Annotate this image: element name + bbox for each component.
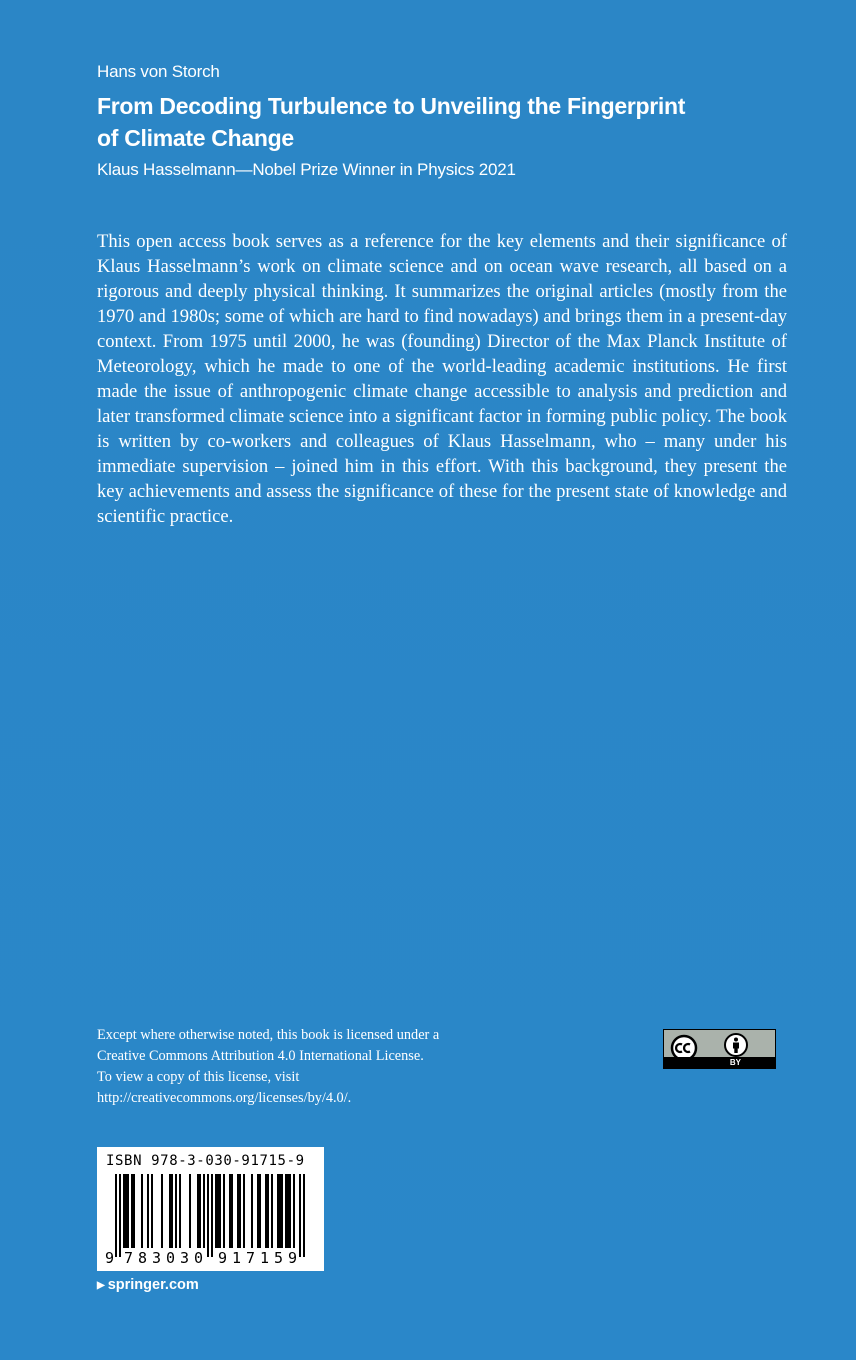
barcode-bar <box>279 1174 281 1248</box>
barcode-bar <box>289 1174 291 1248</box>
isbn-text: ISBN 978-3-030-91715-9 <box>106 1153 305 1169</box>
barcode-digit: 7 <box>246 1249 256 1267</box>
barcode-digit: 9 <box>105 1249 115 1267</box>
barcode-bar <box>219 1174 221 1248</box>
barcode-bar <box>151 1174 153 1248</box>
barcode-bar <box>217 1174 219 1248</box>
isbn-barcode <box>97 1147 324 1271</box>
barcode-digit: 0 <box>194 1249 204 1267</box>
author-name: Hans von Storch <box>97 62 220 81</box>
barcode-bar <box>293 1174 295 1248</box>
cc-by-label: BY <box>729 1058 741 1067</box>
cc-by-badge[interactable] <box>663 1029 776 1069</box>
book-title-line-2: of Climate Change <box>97 125 294 151</box>
barcode-bar <box>267 1174 269 1248</box>
barcode-bar <box>207 1174 209 1257</box>
barcode-bar <box>123 1174 125 1248</box>
barcode-bar <box>125 1174 127 1248</box>
barcode-bar <box>197 1174 199 1248</box>
barcode-bar <box>133 1174 135 1248</box>
barcode-digit: 8 <box>138 1249 148 1267</box>
barcode-bar <box>229 1174 231 1248</box>
barcode-bar <box>237 1174 239 1248</box>
barcode-bar <box>119 1174 121 1257</box>
barcode-bar <box>161 1174 163 1248</box>
book-title <box>97 90 737 154</box>
barcode-bar <box>231 1174 233 1248</box>
barcode-digit: 3 <box>180 1249 190 1267</box>
barcode-digit: 7 <box>124 1249 134 1267</box>
barcode-graphic <box>97 1147 324 1271</box>
person-icon <box>725 1034 747 1056</box>
license-line-1: Except where otherwise noted, this book is licensed under a <box>97 1027 440 1043</box>
barcode-digit: 1 <box>232 1249 242 1267</box>
barcode-bar <box>203 1174 205 1248</box>
barcode-digit: 5 <box>274 1249 284 1267</box>
barcode-bar <box>141 1174 143 1248</box>
barcode-bar <box>259 1174 261 1248</box>
barcode-bar <box>271 1174 273 1248</box>
barcode-bar <box>281 1174 283 1248</box>
barcode-digit: 3 <box>152 1249 162 1267</box>
barcode-bar <box>257 1174 259 1248</box>
barcode-bar <box>285 1174 287 1248</box>
barcode-bar <box>239 1174 241 1248</box>
license-notice <box>97 1025 517 1109</box>
barcode-bar <box>303 1174 305 1257</box>
barcode-bar <box>223 1174 225 1248</box>
barcode-bar <box>171 1174 173 1248</box>
barcode-bar <box>211 1174 213 1257</box>
barcode-digit: 1 <box>260 1249 270 1267</box>
license-url[interactable]: http://creativecommons.org/licenses/by/4.0/. <box>97 1090 352 1106</box>
barcode-bar <box>265 1174 267 1248</box>
barcode-bar <box>215 1174 217 1248</box>
barcode-bar <box>299 1174 301 1257</box>
cc-icon <box>672 1036 696 1059</box>
barcode-bar <box>127 1174 129 1248</box>
barcode-bar <box>169 1174 171 1248</box>
barcode-digit: 9 <box>288 1249 298 1267</box>
barcode-bar <box>251 1174 253 1248</box>
publisher-link[interactable] <box>97 1277 199 1293</box>
barcode-digit: 0 <box>166 1249 176 1267</box>
license-line-2: Creative Commons Attribution 4.0 International License. <box>97 1048 424 1064</box>
barcode-bar <box>179 1174 181 1248</box>
triangle-right-icon: ▶ <box>97 1280 105 1291</box>
book-subtitle: Klaus Hasselmann—Nobel Prize Winner in Physics 2021 <box>97 160 516 179</box>
barcode-bar <box>131 1174 133 1248</box>
barcode-digit: 9 <box>218 1249 228 1267</box>
barcode-bar <box>147 1174 149 1248</box>
book-abstract: This open access book serves as a reference for the key elements and their significance of Klaus Hasselmann’s work on climate science and on ocean wave research, all based on a rigorous and deeply physical thinking. It summarizes the original articles (mostly from the 1970 and 1980s; some of which are hard to find nowadays) and brings them in a present-day context. From 1975 until 2000, he was (founding) Director of the Max Planck Institute of Meteorology, which he made to one of the world-leading academic institutions. He first made the issue of anthropogenic climate change accessible to analysis and prediction and later transformed climate science into a significant factor in forming public policy. The book is written by co-workers and colleagues of Klaus Hasselmann, who – many under his immediate supervision – joined him in this effort. With this background, they present the key achievements and assess the significance of these for the present state of knowledge and scientific practice. <box>97 231 787 527</box>
barcode-bar <box>277 1174 279 1248</box>
barcode-bar <box>189 1174 191 1248</box>
license-line-3: To view a copy of this license, visit <box>97 1069 300 1085</box>
barcode-bar <box>199 1174 201 1248</box>
cc-badge-graphics <box>664 1030 774 1059</box>
publisher-label: springer.com <box>107 1277 199 1293</box>
cc-badge-strip <box>664 1057 775 1068</box>
barcode-bar <box>175 1174 177 1248</box>
book-title-line-1: From Decoding Turbulence to Unveiling the Fingerprint <box>97 93 686 119</box>
barcode-bar <box>115 1174 117 1257</box>
barcode-bar <box>243 1174 245 1248</box>
barcode-bar <box>287 1174 289 1248</box>
